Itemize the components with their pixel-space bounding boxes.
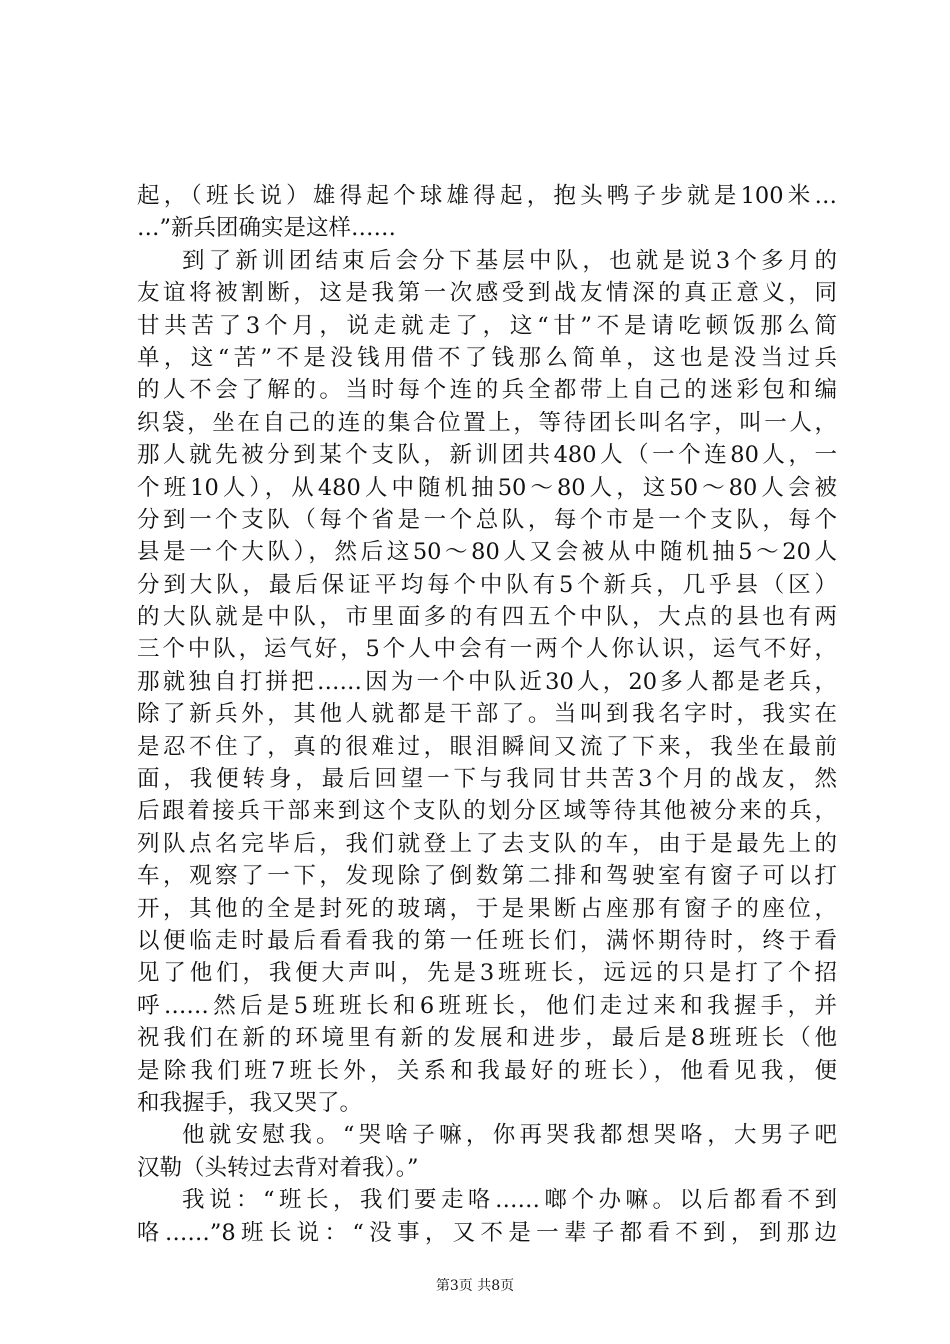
text-line: 和我握手，我又哭了。 xyxy=(137,1089,363,1116)
text-line: 是除我们班7班长外，关系和我最好的班长），他看见我，便 xyxy=(137,1057,837,1084)
text-line: 单，这“苦”不是没钱用借不了钱那么简单，这也是没当过兵 xyxy=(137,344,837,371)
text-line: 呼……然后是5班班长和6班班长，他们走过来和我握手，并 xyxy=(137,992,837,1019)
text-line: 祝我们在新的环境里有新的发展和进步，最后是8班班长（他 xyxy=(137,1025,837,1052)
text-line: 汉勒（头转过去背对着我）。” xyxy=(137,1154,419,1181)
text-line: …”新兵团确实是这样…… xyxy=(137,215,397,242)
document-body xyxy=(137,180,837,1249)
text-line: 三个中队，运气好，5个人中会有一两个人你认识，运气不好， xyxy=(137,636,837,663)
text-line: 分到大队，最后保证平均每个中队有5个新兵，几乎县（区） xyxy=(137,571,837,598)
text-line: 起，（班长说）雄得起个球雄得起，抱头鸭子步就是100米… xyxy=(137,183,837,209)
text-line: 分到一个支队（每个省是一个总队，每个市是一个支队，每个 xyxy=(137,506,837,533)
text-line: 后跟着接兵干部来到这个支队的划分区域等待其他被分来的兵， xyxy=(137,798,837,825)
page-footer xyxy=(0,1276,950,1296)
text-line: 个班10人），从480人中随机抽50～80人，这50～80人会被 xyxy=(137,474,837,501)
text-line: 车，观察了一下，发现除了倒数第二排和驾驶室有窗子可以打 xyxy=(137,863,837,890)
text-line: 以便临走时最后看看我的第一任班长们，满怀期待时，终于看 xyxy=(137,927,837,954)
text-line: 县是一个大队），然后这50～80人又会被从中随机抽5～20人 xyxy=(137,539,837,566)
text-line: 开，其他的全是封死的玻璃，于是果断占座那有窗子的座位， xyxy=(137,895,837,922)
text-line: 那人就先被分到某个支队，新训团共480人（一个连80人，一 xyxy=(137,442,837,469)
page-number-label: 第3页 共8页 xyxy=(435,1278,515,1294)
text-line: 织袋，坐在自己的连的集合位置上，等待团长叫名字，叫一人， xyxy=(137,409,837,436)
text-line: 除了新兵外，其他人就都是干部了。当叫到我名字时，我实在 xyxy=(137,701,837,728)
text-line: 的大队就是中队，市里面多的有四五个中队，大点的县也有两 xyxy=(137,604,837,631)
text-line: 的人不会了解的。当时每个连的兵全都带上自己的迷彩包和编 xyxy=(137,377,837,404)
text-line: 是忍不住了，真的很难过，眼泪瞬间又流了下来，我坐在最前 xyxy=(137,733,837,760)
text-line: 列队点名完毕后，我们就登上了去支队的车，由于是最先上的 xyxy=(137,830,837,857)
text-line: 甘共苦了3个月，说走就走了，这“甘”不是请吃顿饭那么简 xyxy=(137,312,837,339)
text-line: 面，我便转身，最后回望一下与我同甘共苦3个月的战友，然 xyxy=(137,766,837,793)
text-line: 咯……”8班长说：“没事，又不是一辈子都看不到，到那边 xyxy=(137,1219,837,1246)
text-line: 他就安慰我。“哭啥子嘛，你再哭我都想哭咯，大男子吧 xyxy=(182,1122,837,1149)
text-line: 到了新训团结束后会分下基层中队，也就是说3个多月的 xyxy=(182,247,837,274)
text-line: 见了他们，我便大声叫，先是3班班长，远远的只是打了个招 xyxy=(137,960,837,987)
text-line: 友谊将被割断，这是我第一次感受到战友情深的真正意义，同 xyxy=(137,280,837,307)
text-line: 那就独自打拼把……因为一个中队近30人，20多人都是老兵， xyxy=(137,668,837,695)
text-line: 我说：“班长，我们要走咯……啷个办嘛。以后都看不到 xyxy=(182,1187,837,1214)
